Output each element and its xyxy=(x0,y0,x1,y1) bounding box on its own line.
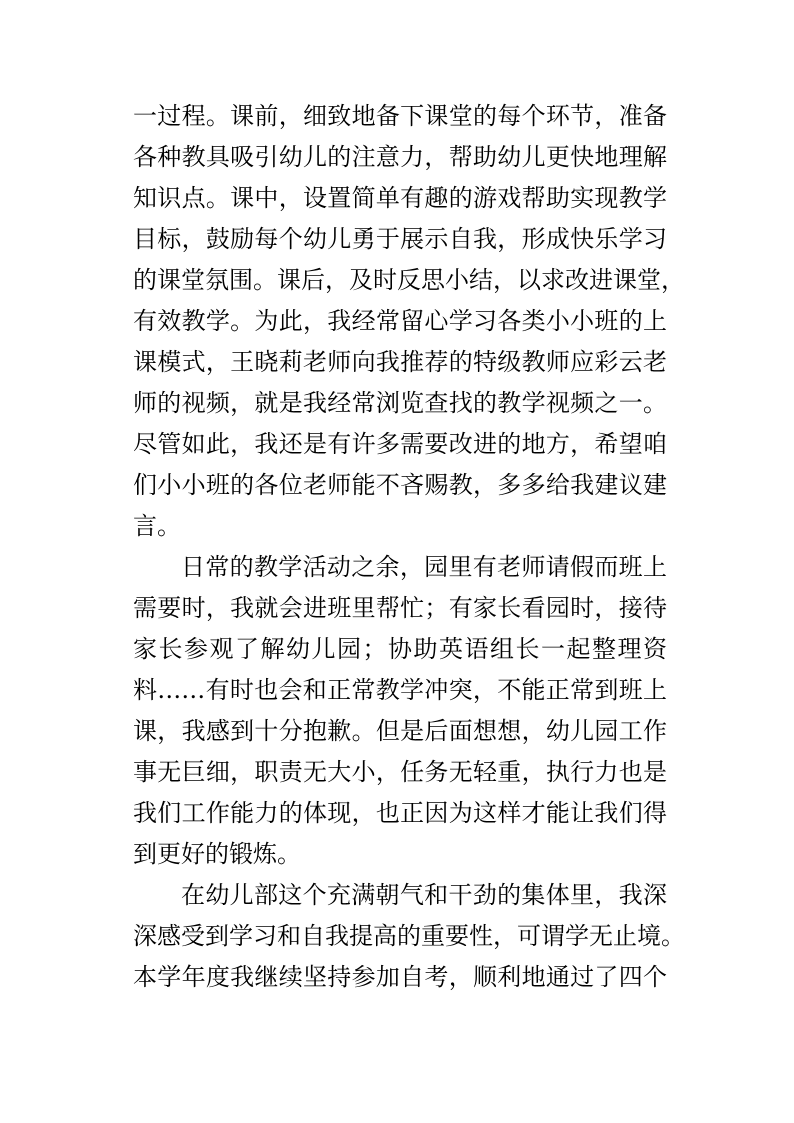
text-line: 家长参观了解幼儿园；协助英语组长一起整理资 xyxy=(133,635,667,663)
text-line: 课模式，王晓莉老师向我推荐的特级教师应彩云老 xyxy=(133,348,667,376)
text-line: 一过程。课前，细致地备下课堂的每个环节，准备 xyxy=(133,102,667,130)
paragraph-3 xyxy=(133,875,685,998)
text-line: 课，我感到十分抱歉。但是后面想想，幼儿园工作 xyxy=(133,717,667,745)
text-line: 各种教具吸引幼儿的注意力，帮助幼儿更快地理解 xyxy=(133,143,667,171)
text-line: 师的视频，就是我经常浏览查找的教学视频之一。 xyxy=(133,389,667,417)
text-line: 言。 xyxy=(133,512,181,540)
document-body xyxy=(133,96,685,998)
text-line: 的课堂氛围。课后，及时反思小结，以求改进课堂， xyxy=(133,266,685,294)
text-line: 在幼儿部这个充满朝气和干劲的集体里，我深 xyxy=(181,881,667,909)
text-line: 目标，鼓励每个幼儿勇于展示自我，形成快乐学习 xyxy=(133,225,667,253)
text-line: 尽管如此，我还是有许多需要改进的地方，希望咱 xyxy=(133,430,667,458)
text-line: 有效教学。为此，我经常留心学习各类小小班的上 xyxy=(133,307,667,335)
text-line: 到更好的锻炼。 xyxy=(133,840,301,868)
text-line: 料……有时也会和正常教学冲突，不能正常到班上 xyxy=(133,676,667,704)
paragraph-1 xyxy=(133,96,685,547)
text-line: 们小小班的各位老师能不吝赐教，多多给我建议建 xyxy=(133,471,667,499)
text-line: 我们工作能力的体现，也正因为这样才能让我们得 xyxy=(133,799,667,827)
text-line: 事无巨细，职责无大小，任务无轻重，执行力也是 xyxy=(133,758,667,786)
text-line: 深感受到学习和自我提高的重要性，可谓学无止境。 xyxy=(133,922,685,950)
text-line: 知识点。课中，设置简单有趣的游戏帮助实现教学 xyxy=(133,184,667,212)
text-line: 日常的教学活动之余，园里有老师请假而班上 xyxy=(181,553,667,581)
paragraph-2 xyxy=(133,547,667,875)
text-line: 需要时，我就会进班里帮忙；有家长看园时，接待 xyxy=(133,594,667,622)
text-line: 本学年度我继续坚持参加自考，顺利地通过了四个 xyxy=(133,963,667,991)
